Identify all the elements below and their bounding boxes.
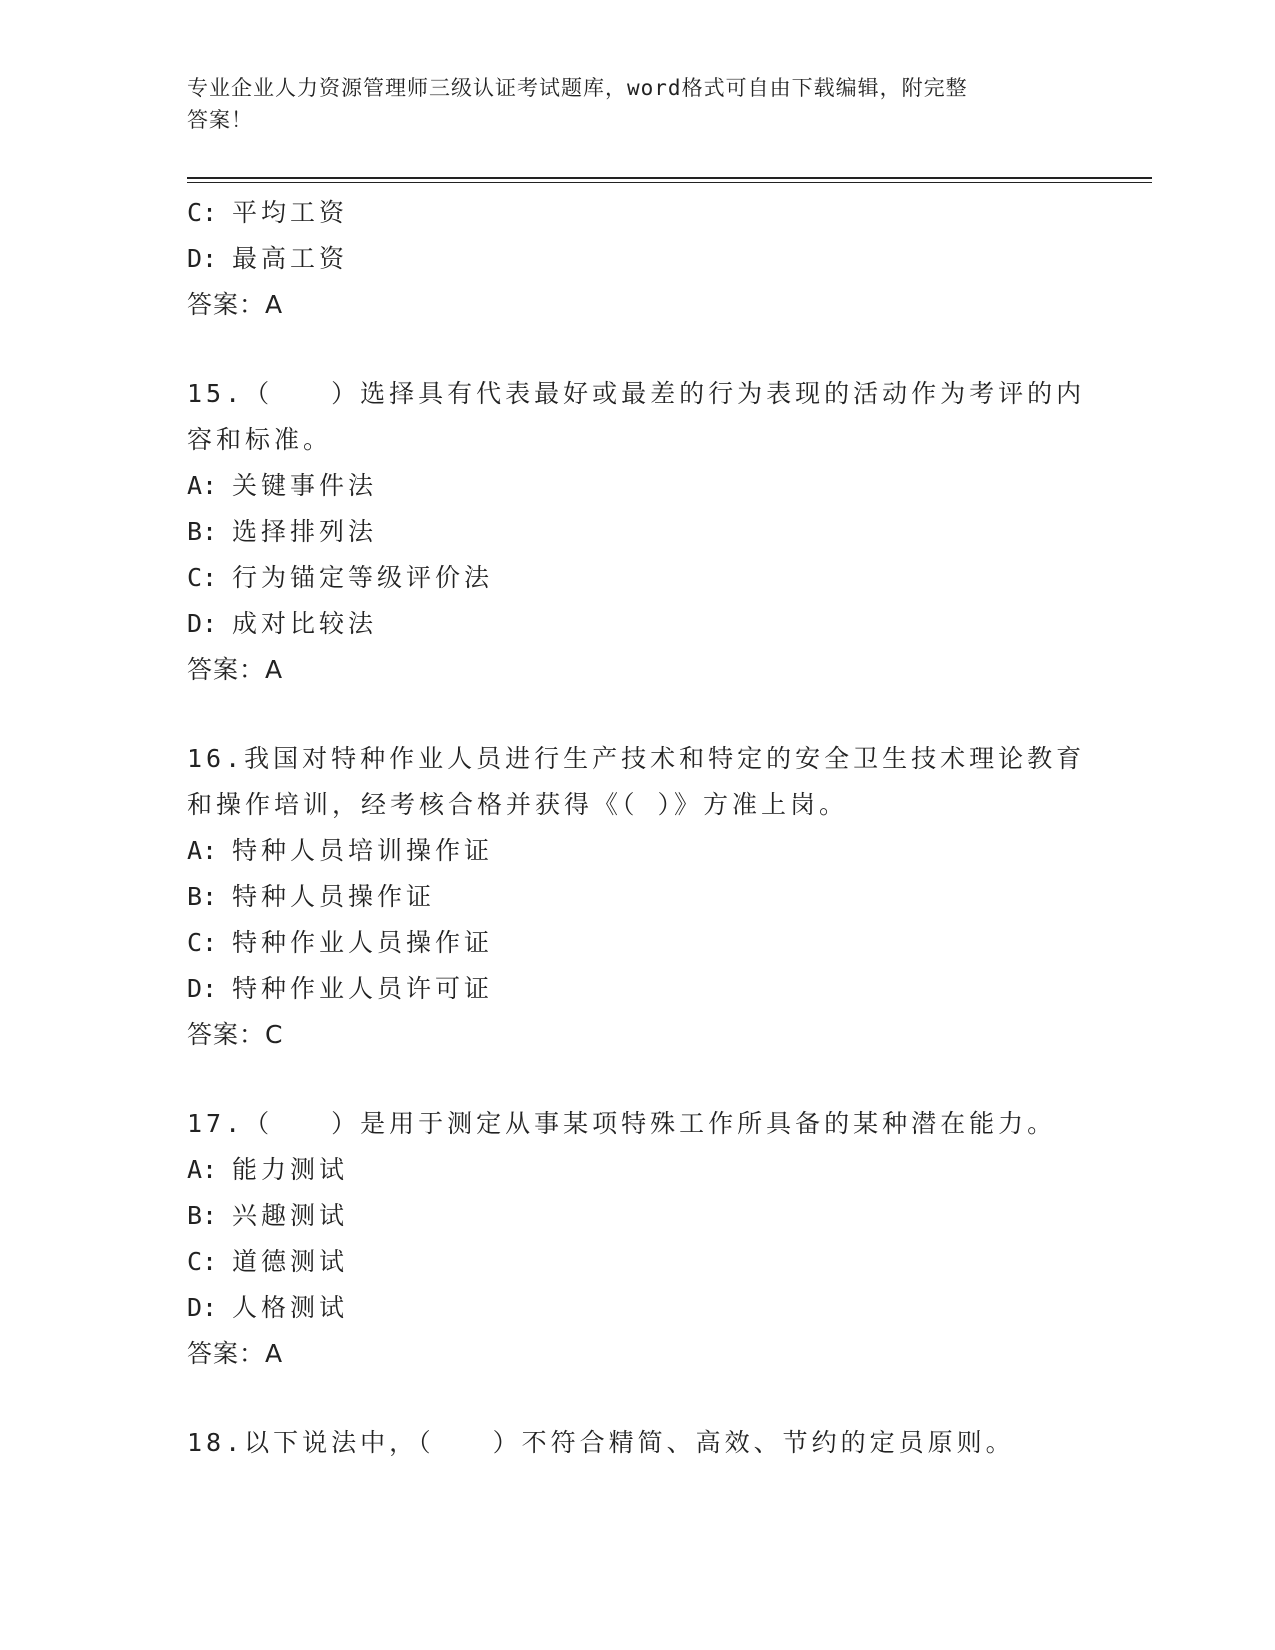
option-c	[187, 555, 1087, 601]
option-d	[187, 601, 1087, 647]
question-list	[187, 190, 1087, 1466]
option-text: 关键事件法	[232, 471, 378, 500]
option-c	[187, 920, 1087, 966]
option-text: 特种作业人员操作证	[232, 928, 494, 957]
option-key: A:	[187, 836, 218, 865]
option-text: 人格测试	[232, 1293, 349, 1322]
option-key: A:	[187, 471, 218, 500]
option-text: 选择排列法	[232, 517, 378, 546]
option-text: 成对比较法	[232, 609, 378, 638]
option-b	[187, 509, 1087, 555]
option-key: B:	[187, 882, 218, 911]
option-text: 最高工资	[232, 244, 349, 273]
option-key: C:	[187, 928, 218, 957]
option-text: 平均工资	[232, 198, 349, 227]
question-stem: 和操作培训，经考核合格并获得《（ ）》方准上岗。	[187, 790, 849, 819]
option-text: 特种人员操作证	[232, 882, 436, 911]
option-d	[187, 236, 1087, 282]
option-b	[187, 1193, 1087, 1239]
answer-line: 答案：C	[187, 1020, 284, 1049]
question-17	[187, 1101, 1087, 1377]
question-stem: 容和标准。	[187, 425, 333, 454]
option-c	[187, 190, 1087, 236]
option-key: D:	[187, 609, 218, 638]
header-rule-thick	[187, 177, 1152, 179]
option-a	[187, 1147, 1087, 1193]
option-key: D:	[187, 974, 218, 1003]
question-stem: 18.以下说法中，（ ）不符合精简、高效、节约的定员原则。	[187, 1428, 1015, 1457]
question-stem: 15.（ ）选择具有代表最好或最差的行为表现的活动作为考评的内	[187, 379, 1086, 408]
option-key: B:	[187, 1201, 218, 1230]
option-a	[187, 828, 1087, 874]
option-key: C:	[187, 1247, 218, 1276]
option-text: 兴趣测试	[232, 1201, 349, 1230]
option-d	[187, 966, 1087, 1012]
option-d	[187, 1285, 1087, 1331]
question-14-continued	[187, 190, 1087, 328]
option-key: C:	[187, 563, 218, 592]
option-a	[187, 463, 1087, 509]
option-key: B:	[187, 517, 218, 546]
option-text: 特种人员培训操作证	[232, 836, 494, 865]
answer-line: 答案：A	[187, 655, 284, 684]
option-key: D:	[187, 244, 218, 273]
option-key: C:	[187, 198, 218, 227]
option-key: A:	[187, 1155, 218, 1184]
option-b	[187, 874, 1087, 920]
question-16	[187, 736, 1087, 1058]
option-text: 行为锚定等级评价法	[232, 563, 494, 592]
header-title-line2: 答案！	[187, 108, 253, 132]
option-text: 能力测试	[232, 1155, 349, 1184]
answer-line: 答案：A	[187, 290, 284, 319]
option-c	[187, 1239, 1087, 1285]
question-18	[187, 1420, 1087, 1466]
question-stem: 16.我国对特种作业人员进行生产技术和特定的安全卫生技术理论教育	[187, 744, 1086, 773]
option-key: D:	[187, 1293, 218, 1322]
question-stem: 17.（ ）是用于测定从事某项特殊工作所具备的某种潜在能力。	[187, 1109, 1057, 1138]
header-rule-thin	[187, 182, 1152, 183]
option-text: 特种作业人员许可证	[232, 974, 494, 1003]
page-header	[187, 72, 1067, 136]
option-text: 道德测试	[232, 1247, 349, 1276]
header-title-line1: 专业企业人力资源管理师三级认证考试题库，word格式可自由下载编辑，附完整	[187, 76, 968, 100]
question-15	[187, 371, 1087, 693]
answer-line: 答案：A	[187, 1339, 284, 1368]
